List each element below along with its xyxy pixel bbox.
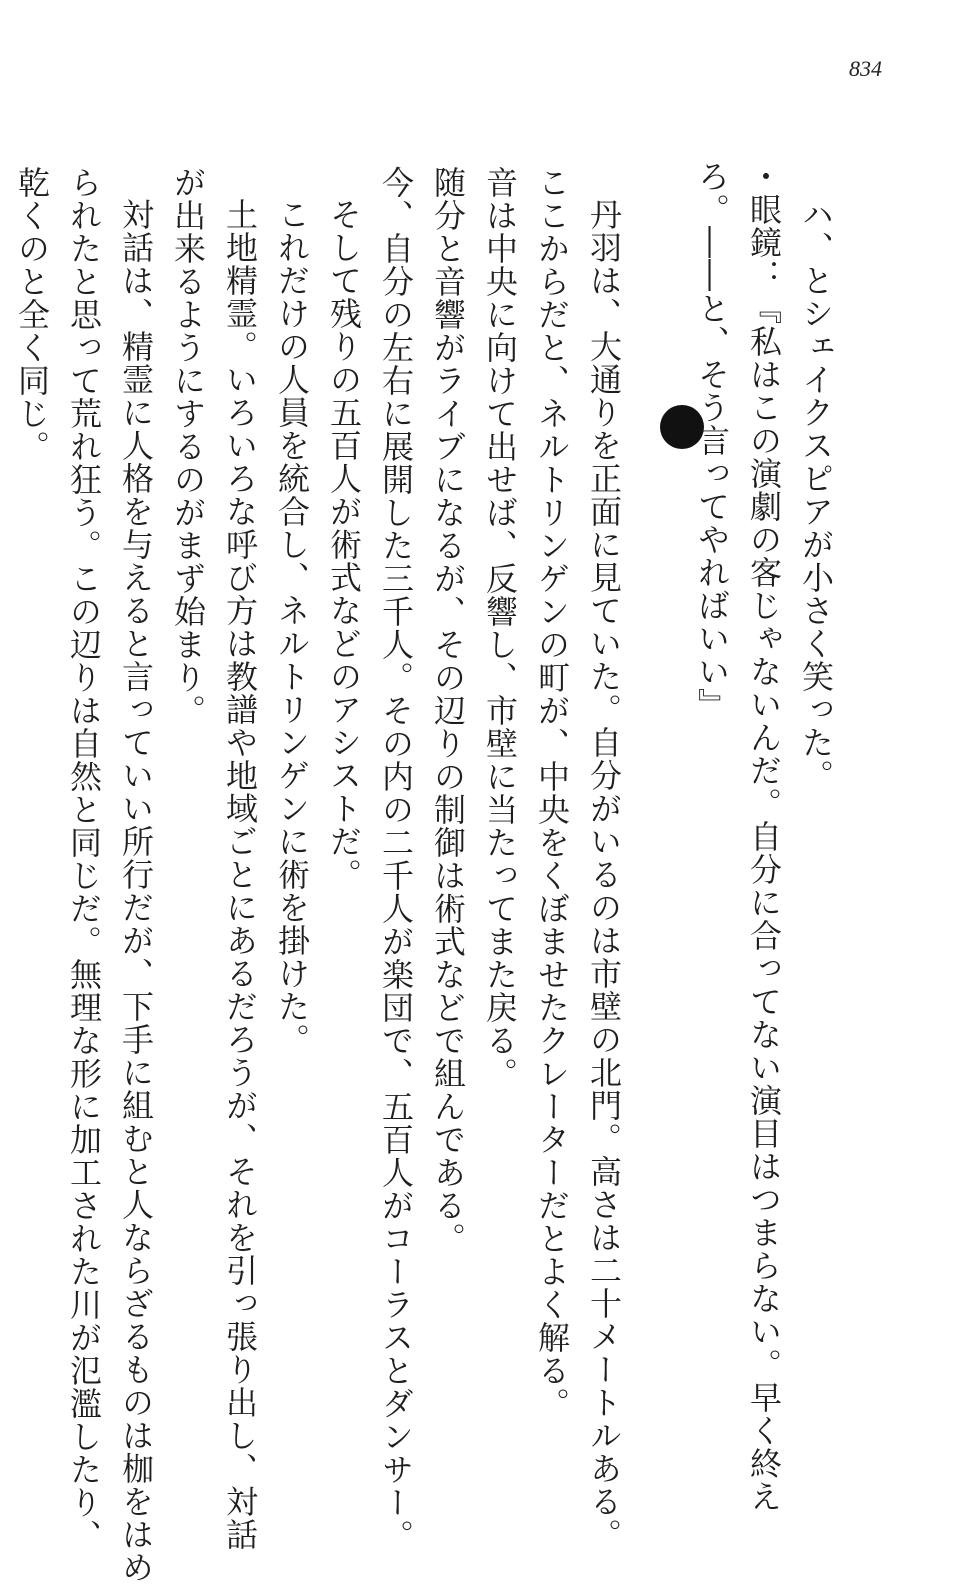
text-line-9: そして残りの五百人が術式などのアシストだ。 (325, 198, 363, 891)
page-number: 834 (849, 56, 882, 81)
text-line-2: ・眼鏡：『私はこの演劇の客じゃないんだ。自分に合ってない演目はつまらない。早く終え (745, 160, 783, 1513)
text-line-6: 音は中央に向けて出せば、反響し、市壁に当たってまた戻る。 (481, 166, 519, 1090)
text-line-8: 今、自分の左右に展開した三千人。その内の二千人が楽団で、五百人がコーラスとダンサー。 (377, 166, 415, 1552)
text-line-7: 随分と音響がライブになるが、その辺りの制御は術式などで組んである。 (429, 166, 467, 1255)
text-line-15: 乾くのと全く同じ。 (13, 166, 51, 463)
text-line-10: これだけの人員を統合し、ネルトリンゲンに術を掛けた。 (273, 198, 311, 1056)
text-line-1: ハ、とシェイクスピアが小さく笑った。 (797, 198, 835, 792)
text-line-11: 土地精霊。いろいろな呼び方は教譜や地域ごとにあるだろうが、それを引っ張り出し、対話 (221, 198, 259, 1551)
text-line-3: ろ。――と、そう言ってやればいい』 (693, 160, 731, 721)
text-line-4: 丹羽は、大通りを正面に見ていた。自分がいるのは市壁の北門。高さは二十メートルある。 (585, 198, 623, 1551)
text-line-13: 対話は、精霊に人格を与えると言っていい所行だが、下手に組むと人ならざるものは枷をはめ (117, 198, 155, 1584)
text-line-14: られたと思って荒れ狂う。この辺りは自然と同じだ。無理な形に加工された川が氾濫したり、 (65, 166, 103, 1552)
text-line-5: ここからだと、ネルトリンゲンの町が、中央をくぼませたクレーターだとよく解る。 (533, 166, 571, 1420)
text-line-12: が出来るようにするのがまず始まり。 (169, 166, 207, 727)
